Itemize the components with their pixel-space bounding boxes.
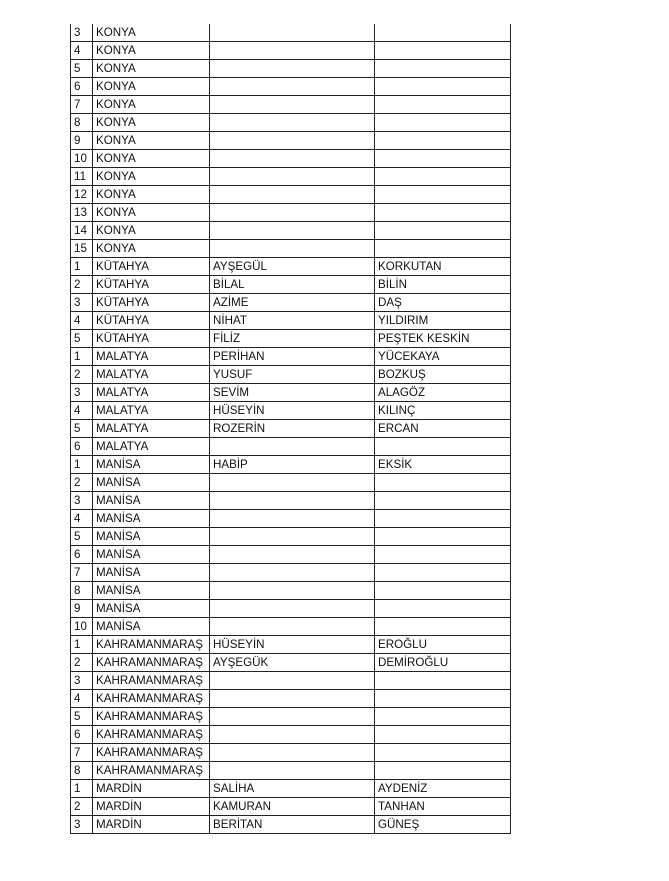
city-cell: MANİSA	[93, 474, 210, 492]
last-name-cell	[375, 690, 511, 708]
row-number-cell: 7	[71, 96, 93, 114]
last-name-cell	[375, 168, 511, 186]
row-number-cell: 1	[71, 258, 93, 276]
first-name-cell	[210, 60, 375, 78]
last-name-cell: EROĞLU	[375, 636, 511, 654]
city-cell: KAHRAMANMARAŞ	[93, 762, 210, 780]
first-name-cell: HÜSEYİN	[210, 402, 375, 420]
table-row	[71, 744, 511, 762]
table-row	[71, 762, 511, 780]
table-row	[71, 186, 511, 204]
city-cell: KONYA	[93, 204, 210, 222]
first-name-cell: HABİP	[210, 456, 375, 474]
city-cell: KONYA	[93, 78, 210, 96]
row-number-cell: 5	[71, 420, 93, 438]
first-name-cell: FİLİZ	[210, 330, 375, 348]
candidate-table	[70, 24, 511, 834]
first-name-cell	[210, 24, 375, 42]
last-name-cell	[375, 438, 511, 456]
table-row	[71, 348, 511, 366]
table-row	[71, 546, 511, 564]
row-number-cell: 4	[71, 510, 93, 528]
last-name-cell	[375, 744, 511, 762]
city-cell: MARDİN	[93, 816, 210, 834]
city-cell: KÜTAHYA	[93, 330, 210, 348]
last-name-cell	[375, 510, 511, 528]
first-name-cell	[210, 168, 375, 186]
first-name-cell	[210, 240, 375, 258]
first-name-cell	[210, 708, 375, 726]
table-body	[71, 24, 511, 834]
table-row	[71, 168, 511, 186]
first-name-cell	[210, 744, 375, 762]
last-name-cell: KILINÇ	[375, 402, 511, 420]
row-number-cell: 3	[71, 24, 93, 42]
last-name-cell: YILDIRIM	[375, 312, 511, 330]
row-number-cell: 10	[71, 150, 93, 168]
table-row	[71, 366, 511, 384]
last-name-cell	[375, 726, 511, 744]
last-name-cell	[375, 600, 511, 618]
row-number-cell: 6	[71, 546, 93, 564]
last-name-cell	[375, 762, 511, 780]
table-row	[71, 78, 511, 96]
last-name-cell: KORKUTAN	[375, 258, 511, 276]
row-number-cell: 8	[71, 762, 93, 780]
city-cell: MANİSA	[93, 510, 210, 528]
table-row	[71, 330, 511, 348]
last-name-cell	[375, 222, 511, 240]
city-cell: MARDİN	[93, 780, 210, 798]
table-row	[71, 402, 511, 420]
row-number-cell: 11	[71, 168, 93, 186]
first-name-cell	[210, 618, 375, 636]
row-number-cell: 14	[71, 222, 93, 240]
first-name-cell	[210, 564, 375, 582]
last-name-cell	[375, 546, 511, 564]
city-cell: MALATYA	[93, 348, 210, 366]
row-number-cell: 2	[71, 366, 93, 384]
table-row	[71, 60, 511, 78]
table-row	[71, 384, 511, 402]
first-name-cell	[210, 204, 375, 222]
row-number-cell: 6	[71, 438, 93, 456]
table-row	[71, 564, 511, 582]
first-name-cell: YUSUF	[210, 366, 375, 384]
last-name-cell: DEMİROĞLU	[375, 654, 511, 672]
first-name-cell	[210, 114, 375, 132]
first-name-cell	[210, 42, 375, 60]
first-name-cell: KAMURAN	[210, 798, 375, 816]
row-number-cell: 3	[71, 492, 93, 510]
table-row	[71, 258, 511, 276]
city-cell: MANİSA	[93, 456, 210, 474]
first-name-cell	[210, 492, 375, 510]
last-name-cell: AYDENİZ	[375, 780, 511, 798]
row-number-cell: 6	[71, 726, 93, 744]
table-row	[71, 726, 511, 744]
city-cell: KONYA	[93, 60, 210, 78]
first-name-cell	[210, 78, 375, 96]
table-row	[71, 618, 511, 636]
last-name-cell: ALAGÖZ	[375, 384, 511, 402]
last-name-cell: TANHAN	[375, 798, 511, 816]
last-name-cell	[375, 528, 511, 546]
table-row	[71, 582, 511, 600]
row-number-cell: 5	[71, 528, 93, 546]
row-number-cell: 6	[71, 78, 93, 96]
table-row	[71, 312, 511, 330]
last-name-cell	[375, 60, 511, 78]
last-name-cell	[375, 564, 511, 582]
table-row	[71, 456, 511, 474]
city-cell: KONYA	[93, 24, 210, 42]
table-row	[71, 294, 511, 312]
last-name-cell: PEŞTEK KESKİN	[375, 330, 511, 348]
row-number-cell: 4	[71, 402, 93, 420]
first-name-cell	[210, 510, 375, 528]
last-name-cell	[375, 186, 511, 204]
row-number-cell: 3	[71, 294, 93, 312]
row-number-cell: 4	[71, 42, 93, 60]
last-name-cell: DAŞ	[375, 294, 511, 312]
city-cell: MALATYA	[93, 402, 210, 420]
last-name-cell	[375, 474, 511, 492]
city-cell: MARDİN	[93, 798, 210, 816]
row-number-cell: 1	[71, 348, 93, 366]
table-row	[71, 780, 511, 798]
city-cell: KONYA	[93, 114, 210, 132]
city-cell: MALATYA	[93, 366, 210, 384]
row-number-cell: 9	[71, 600, 93, 618]
last-name-cell	[375, 672, 511, 690]
table-row	[71, 204, 511, 222]
first-name-cell	[210, 222, 375, 240]
table-row	[71, 600, 511, 618]
row-number-cell: 13	[71, 204, 93, 222]
row-number-cell: 8	[71, 114, 93, 132]
row-number-cell: 1	[71, 456, 93, 474]
last-name-cell	[375, 78, 511, 96]
city-cell: MALATYA	[93, 438, 210, 456]
last-name-cell: EKSİK	[375, 456, 511, 474]
table-row	[71, 42, 511, 60]
last-name-cell: BİLİN	[375, 276, 511, 294]
last-name-cell: YÜCEKAYA	[375, 348, 511, 366]
row-number-cell: 10	[71, 618, 93, 636]
row-number-cell: 15	[71, 240, 93, 258]
first-name-cell	[210, 438, 375, 456]
city-cell: KÜTAHYA	[93, 312, 210, 330]
table-row	[71, 222, 511, 240]
table-row	[71, 438, 511, 456]
table-row	[71, 132, 511, 150]
table-row	[71, 240, 511, 258]
last-name-cell	[375, 204, 511, 222]
table-row	[71, 420, 511, 438]
first-name-cell: AYŞEGÜL	[210, 258, 375, 276]
first-name-cell	[210, 762, 375, 780]
last-name-cell	[375, 24, 511, 42]
city-cell: KONYA	[93, 186, 210, 204]
row-number-cell: 7	[71, 744, 93, 762]
table-row	[71, 654, 511, 672]
first-name-cell	[210, 672, 375, 690]
first-name-cell: BİLAL	[210, 276, 375, 294]
row-number-cell: 4	[71, 312, 93, 330]
row-number-cell: 3	[71, 816, 93, 834]
row-number-cell: 5	[71, 60, 93, 78]
first-name-cell	[210, 150, 375, 168]
row-number-cell: 9	[71, 132, 93, 150]
first-name-cell: ROZERİN	[210, 420, 375, 438]
first-name-cell: AZİME	[210, 294, 375, 312]
table-row	[71, 24, 511, 42]
last-name-cell	[375, 114, 511, 132]
first-name-cell: HÜSEYİN	[210, 636, 375, 654]
first-name-cell	[210, 474, 375, 492]
row-number-cell: 1	[71, 636, 93, 654]
row-number-cell: 2	[71, 654, 93, 672]
city-cell: KAHRAMANMARAŞ	[93, 726, 210, 744]
row-number-cell: 8	[71, 582, 93, 600]
last-name-cell	[375, 42, 511, 60]
table-row	[71, 672, 511, 690]
last-name-cell	[375, 132, 511, 150]
first-name-cell	[210, 546, 375, 564]
first-name-cell: SEVİM	[210, 384, 375, 402]
city-cell: KÜTAHYA	[93, 294, 210, 312]
last-name-cell	[375, 240, 511, 258]
table-row	[71, 816, 511, 834]
first-name-cell: SALİHA	[210, 780, 375, 798]
table-row	[71, 150, 511, 168]
row-number-cell: 3	[71, 672, 93, 690]
city-cell: KAHRAMANMARAŞ	[93, 690, 210, 708]
table-row	[71, 276, 511, 294]
table-row	[71, 492, 511, 510]
city-cell: KONYA	[93, 240, 210, 258]
row-number-cell: 5	[71, 330, 93, 348]
last-name-cell	[375, 618, 511, 636]
row-number-cell: 2	[71, 474, 93, 492]
city-cell: KAHRAMANMARAŞ	[93, 636, 210, 654]
first-name-cell: BERİTAN	[210, 816, 375, 834]
last-name-cell	[375, 492, 511, 510]
city-cell: MANİSA	[93, 528, 210, 546]
city-cell: KONYA	[93, 150, 210, 168]
city-cell: MALATYA	[93, 384, 210, 402]
table-row	[71, 798, 511, 816]
table-row	[71, 528, 511, 546]
last-name-cell	[375, 150, 511, 168]
table-row	[71, 114, 511, 132]
city-cell: KAHRAMANMARAŞ	[93, 654, 210, 672]
city-cell: MANİSA	[93, 546, 210, 564]
first-name-cell	[210, 726, 375, 744]
table-row	[71, 510, 511, 528]
city-cell: MALATYA	[93, 420, 210, 438]
city-cell: KONYA	[93, 168, 210, 186]
last-name-cell: BOZKUŞ	[375, 366, 511, 384]
first-name-cell	[210, 600, 375, 618]
table-row	[71, 690, 511, 708]
row-number-cell: 3	[71, 384, 93, 402]
city-cell: KAHRAMANMARAŞ	[93, 744, 210, 762]
first-name-cell	[210, 528, 375, 546]
last-name-cell: ERCAN	[375, 420, 511, 438]
city-cell: KÜTAHYA	[93, 258, 210, 276]
first-name-cell	[210, 690, 375, 708]
first-name-cell: PERİHAN	[210, 348, 375, 366]
city-cell: KAHRAMANMARAŞ	[93, 708, 210, 726]
row-number-cell: 1	[71, 780, 93, 798]
table-row	[71, 474, 511, 492]
city-cell: MANİSA	[93, 600, 210, 618]
row-number-cell: 2	[71, 798, 93, 816]
table-row	[71, 96, 511, 114]
first-name-cell	[210, 96, 375, 114]
city-cell: MANİSA	[93, 564, 210, 582]
city-cell: MANİSA	[93, 582, 210, 600]
first-name-cell: NİHAT	[210, 312, 375, 330]
row-number-cell: 12	[71, 186, 93, 204]
first-name-cell	[210, 132, 375, 150]
city-cell: KONYA	[93, 42, 210, 60]
city-cell: MANİSA	[93, 618, 210, 636]
last-name-cell: GÜNEŞ	[375, 816, 511, 834]
city-cell: MANİSA	[93, 492, 210, 510]
city-cell: KÜTAHYA	[93, 276, 210, 294]
table-row	[71, 636, 511, 654]
city-cell: KAHRAMANMARAŞ	[93, 672, 210, 690]
first-name-cell: AYŞEGÜK	[210, 654, 375, 672]
city-cell: KONYA	[93, 222, 210, 240]
row-number-cell: 2	[71, 276, 93, 294]
city-cell: KONYA	[93, 132, 210, 150]
row-number-cell: 7	[71, 564, 93, 582]
row-number-cell: 4	[71, 690, 93, 708]
first-name-cell	[210, 582, 375, 600]
city-cell: KONYA	[93, 96, 210, 114]
table-row	[71, 708, 511, 726]
row-number-cell: 5	[71, 708, 93, 726]
last-name-cell	[375, 708, 511, 726]
last-name-cell	[375, 582, 511, 600]
last-name-cell	[375, 96, 511, 114]
first-name-cell	[210, 186, 375, 204]
